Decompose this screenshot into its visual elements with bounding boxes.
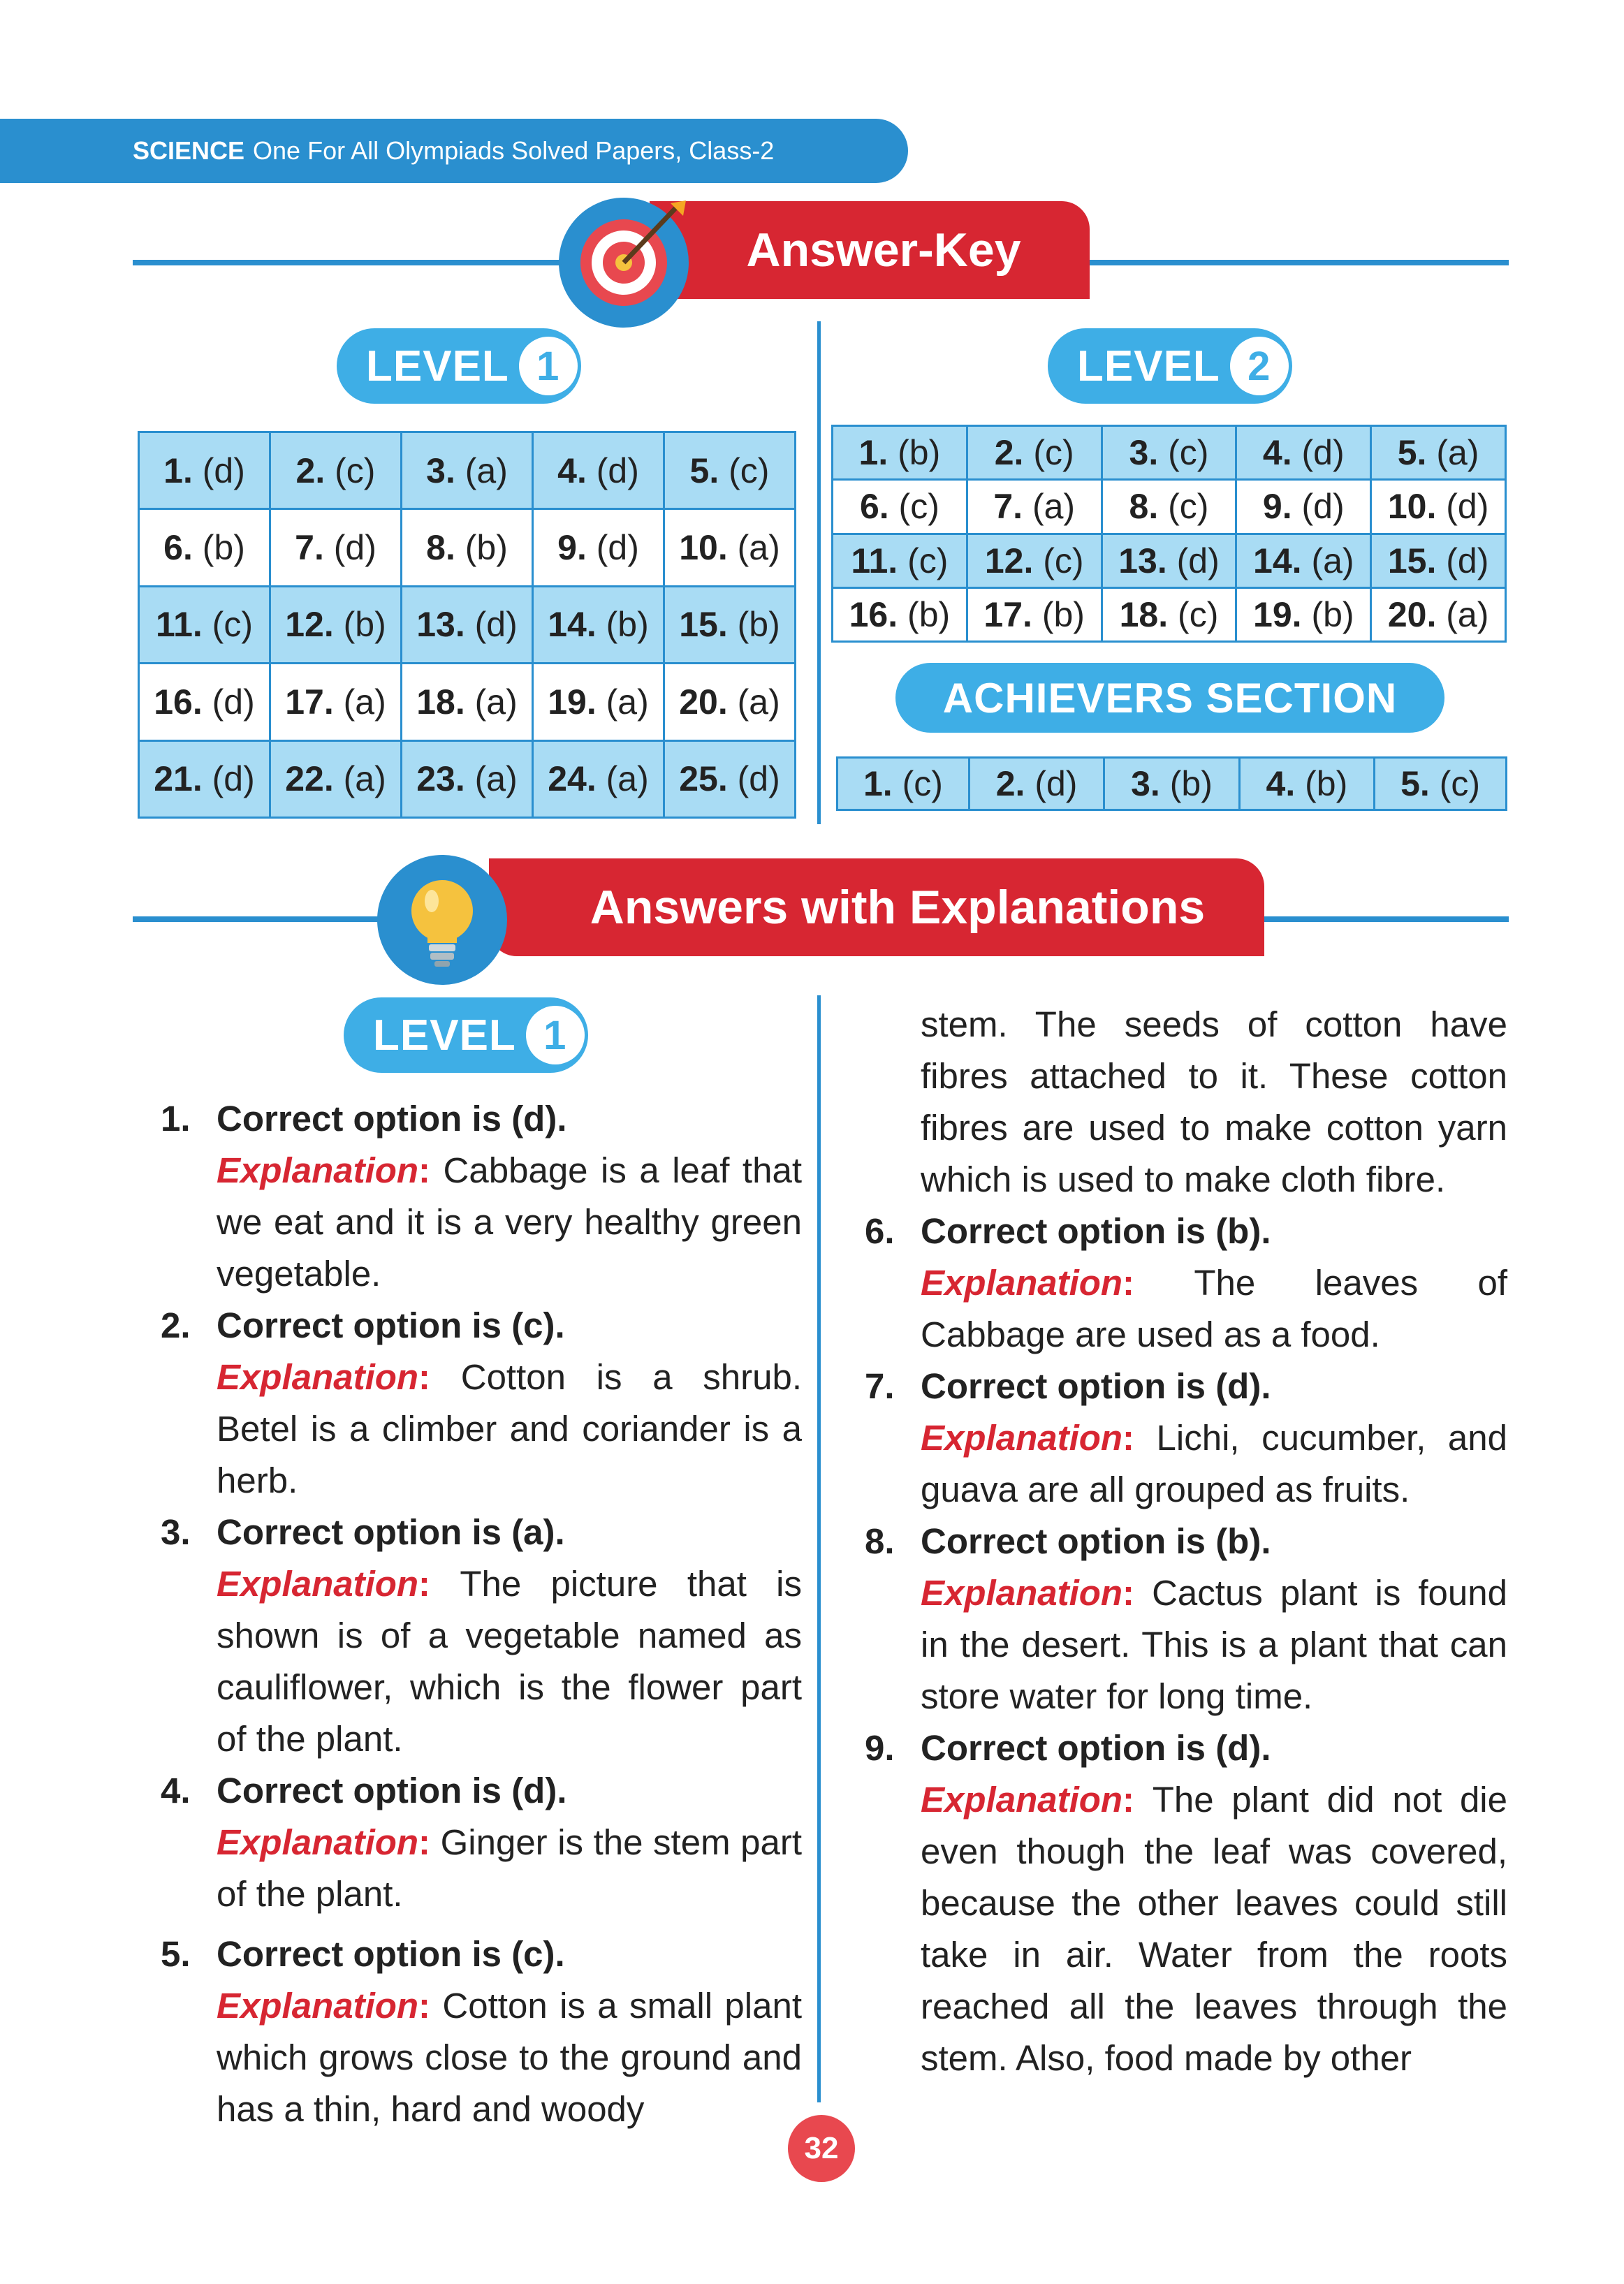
answer-cell: [833, 426, 967, 480]
answer-option: (a): [1032, 487, 1076, 527]
item-number: 8.: [865, 1521, 895, 1561]
question-number: 17.: [285, 682, 334, 722]
answer-option: (a): [737, 682, 780, 722]
answer-option: (d): [1034, 764, 1078, 803]
answer-cell: [1236, 534, 1371, 587]
explanation-label: Explanation: [217, 1150, 419, 1190]
explanation-text: Cactus plant is found in the desert. This is a plant that can store water for long time.: [921, 1573, 1507, 1716]
question-number: 9.: [1262, 487, 1292, 527]
question-number: 10.: [679, 528, 728, 568]
answer-cell: [270, 509, 402, 586]
answer-option: (d): [202, 451, 245, 490]
answer-cell: [1236, 426, 1371, 480]
question-number: 9.: [557, 528, 587, 568]
explanation-item: [161, 1928, 803, 2135]
correct-option-heading: Correct option is (c).: [217, 1934, 565, 1974]
answer-option: (c): [212, 605, 253, 645]
lightbulb-icon: [377, 855, 507, 985]
table-row: [139, 740, 796, 817]
correct-option-heading: Correct option is (d).: [921, 1366, 1271, 1406]
answer-option: (d): [333, 528, 376, 568]
question-number: 20.: [679, 682, 728, 722]
answer-cell: [1102, 426, 1236, 480]
question-number: 19.: [1253, 594, 1302, 634]
explanation-paragraph: Explanation: The leaves of Cabbage are used as a food.: [921, 1263, 1507, 1354]
answer-option: (b): [1041, 594, 1085, 634]
level1-label: LEVEL: [366, 342, 509, 390]
question-number: 5.: [1397, 433, 1427, 473]
explanation-text: Cotton is a small plant which grows close to the ground and has a thin, hard and woody: [217, 1986, 803, 2129]
question-number: 11.: [851, 541, 898, 580]
answer-cell: [833, 534, 967, 587]
answer-cell: [967, 534, 1102, 587]
question-number: 19.: [548, 682, 597, 722]
target-icon: [559, 198, 689, 328]
answer-cell: [533, 664, 664, 740]
answer-cell: [1102, 534, 1236, 587]
question-number: 4.: [1266, 764, 1296, 803]
level2-answer-table: [831, 425, 1507, 643]
explanations-level-number: 1: [526, 1006, 585, 1064]
question-number: 21.: [154, 759, 203, 799]
answer-cell: [402, 740, 533, 817]
question-number: 15.: [679, 605, 728, 645]
correct-option-heading: Correct option is (a).: [217, 1512, 565, 1552]
explanation-text: Ginger is the stem part of the plant.: [217, 1822, 802, 1914]
question-number: 15.: [1387, 541, 1437, 580]
answer-cell: [402, 664, 533, 740]
explanation-paragraph: Explanation: The picture that is shown is of a vegetable named as cauliflower, which is the flower part of the plant.: [217, 1564, 802, 1759]
question-number: 1.: [863, 764, 893, 803]
answer-cell: [967, 587, 1102, 641]
question-number: 14.: [548, 605, 597, 645]
question-number: 18.: [416, 682, 465, 722]
table-row: [139, 509, 796, 586]
question-number: 4.: [1262, 433, 1292, 473]
table-row: [139, 432, 796, 509]
question-number: 4.: [557, 451, 587, 490]
answer-cell: [402, 509, 533, 586]
answer-cell: [139, 740, 270, 817]
answer-cell: [969, 758, 1104, 810]
achievers-title: ACHIEVERS SECTION: [942, 674, 1398, 722]
answer-cell: [664, 432, 796, 509]
explanation-item: [865, 1722, 1507, 2084]
explanations-left-column: [161, 1093, 803, 2135]
explanation-text: Cabbage is a leaf that we eat and it is a very healthy green vegetable.: [217, 1150, 802, 1294]
answer-option: (d): [1176, 541, 1220, 580]
answer-option: (a): [606, 759, 649, 799]
answer-option: (b): [737, 605, 780, 645]
answer-cell: [833, 587, 967, 641]
answer-option: (c): [1439, 764, 1480, 803]
answer-option: (a): [737, 528, 780, 568]
level1-number: 1: [519, 337, 578, 395]
question-number: 14.: [1253, 541, 1302, 580]
question-number: 16.: [849, 594, 898, 634]
item-number: 7.: [865, 1366, 895, 1406]
explanation-text: Cotton is a shrub. Betel is a climber and coriander is a herb.: [217, 1357, 803, 1500]
item-number: 4.: [161, 1771, 191, 1810]
header-tab: [0, 119, 908, 183]
answer-option: (d): [596, 451, 639, 490]
item-number: 3.: [161, 1512, 191, 1552]
answer-option: (c): [1033, 433, 1074, 473]
answer-option: (c): [1168, 487, 1209, 527]
answer-option: (a): [1446, 594, 1489, 634]
answer-cell: [1371, 534, 1506, 587]
answer-cell: [664, 740, 796, 817]
table-row: [139, 586, 796, 663]
achievers-pill: [895, 663, 1444, 733]
answer-cell: [967, 480, 1102, 534]
question-number: 25.: [679, 759, 728, 799]
answer-cell: [1102, 480, 1236, 534]
correct-option-heading: Correct option is (d).: [217, 1771, 567, 1810]
level2-pill: [1048, 328, 1292, 404]
answer-option: (b): [907, 594, 951, 634]
explanation-item: [161, 1507, 802, 1765]
explanation-text: The picture that is shown is of a vegetable named as cauliflower, which is the flower part of the plant.: [217, 1564, 802, 1759]
explanation-label: Explanation: [217, 1564, 419, 1604]
answer-cell: [1236, 480, 1371, 534]
explanations-right-column: [865, 999, 1507, 2084]
answer-option: (a): [1311, 541, 1354, 580]
answer-cell: [837, 758, 970, 810]
question-number: 7.: [993, 487, 1023, 527]
explanation-text: The plant did not die even though the leaf was covered, because the other leaves could still take in air. Water from the roots reached all the leaves through the stem. Also, food made by other: [921, 1780, 1507, 2078]
correct-option-heading: Correct option is (b).: [921, 1521, 1271, 1561]
explanation-text: Lichi, cucumber, and guava are all grouped as fruits.: [921, 1418, 1507, 1509]
achievers-answer-table: [836, 756, 1507, 811]
answer-key-banner: [650, 201, 1090, 299]
explanations-level-label: LEVEL: [373, 1011, 516, 1060]
question-number: 5.: [1400, 764, 1430, 803]
answer-cell: [139, 664, 270, 740]
header-title: One For All Olympiads Solved Papers, Class-2: [253, 136, 775, 165]
answer-option: (b): [1311, 594, 1354, 634]
answer-option: (b): [1305, 764, 1348, 803]
question-number: 6.: [859, 487, 889, 527]
item-number: 2.: [161, 1305, 191, 1345]
question-number: 18.: [1119, 594, 1169, 634]
question-number: 6.: [163, 528, 193, 568]
question-number: 17.: [983, 594, 1032, 634]
answer-cell: [664, 509, 796, 586]
question-number: 10.: [1387, 487, 1437, 527]
answer-cell: [1102, 587, 1236, 641]
answer-option: (d): [212, 682, 255, 722]
table-row: [833, 426, 1506, 480]
question-number: 8.: [1129, 487, 1159, 527]
answer-cell: [1371, 587, 1506, 641]
answer-option: (d): [1446, 487, 1489, 527]
answer-cell: [270, 586, 402, 663]
column-divider-top: [817, 321, 821, 824]
question-number: 2.: [994, 433, 1024, 473]
question-number: 12.: [285, 605, 334, 645]
answer-cell: [1104, 758, 1239, 810]
explanation-item: [865, 1361, 1507, 1516]
answer-cell: [270, 664, 402, 740]
answer-option: (b): [343, 605, 386, 645]
table-row: [833, 534, 1506, 587]
explanation-item: [161, 1765, 802, 1920]
explanation-paragraph: Explanation: Cactus plant is found in the desert. This is a plant that can store water for long time.: [921, 1573, 1507, 1716]
question-number: 1.: [858, 433, 888, 473]
explanation-label: Explanation: [921, 1263, 1123, 1303]
answer-cell: [1239, 758, 1374, 810]
answer-cell: [1371, 426, 1506, 480]
explanation-item: [865, 1206, 1507, 1361]
table-row: [833, 587, 1506, 641]
answer-option: (c): [335, 451, 376, 490]
correct-option-heading: Correct option is (b).: [921, 1211, 1271, 1251]
level2-number: 2: [1230, 337, 1289, 395]
explanation-label: Explanation: [217, 1357, 419, 1397]
answer-option: (a): [343, 682, 386, 722]
answer-cell: [139, 586, 270, 663]
explanation-paragraph: Explanation: Cabbage is a leaf that we eat and it is a very healthy green vegetable.: [217, 1150, 802, 1294]
explanation-text: The leaves of Cabbage are used as a food.: [921, 1263, 1507, 1354]
question-number: 5.: [689, 451, 719, 490]
question-number: 3.: [1131, 764, 1160, 803]
page-number: 32: [788, 2115, 855, 2182]
item-number: 9.: [865, 1728, 895, 1768]
answer-cell: [533, 432, 664, 509]
question-number: 13.: [1118, 541, 1167, 580]
answer-cell: [402, 432, 533, 509]
level2-label: LEVEL: [1077, 342, 1220, 390]
explanations-level-pill: [344, 997, 588, 1073]
question-number: 16.: [154, 682, 203, 722]
level1-pill: [337, 328, 581, 404]
answer-option: (d): [212, 759, 255, 799]
answer-option: (a): [343, 759, 386, 799]
question-number: 11.: [156, 605, 203, 645]
answer-key-title: Answer-Key: [746, 224, 1021, 277]
answer-option: (a): [1436, 433, 1479, 473]
answer-cell: [270, 740, 402, 817]
answer-option: (a): [474, 682, 518, 722]
answer-option: (d): [474, 605, 518, 645]
answer-option: (d): [737, 759, 780, 799]
question-number: 23.: [416, 759, 465, 799]
correct-option-heading: Correct option is (d).: [217, 1099, 567, 1139]
answer-cell: [139, 509, 270, 586]
question-number: 20.: [1387, 594, 1437, 634]
correct-option-heading: Correct option is (d).: [921, 1728, 1271, 1768]
answer-cell: [833, 480, 967, 534]
column-divider-bottom: [817, 995, 821, 2102]
question-number: 22.: [285, 759, 334, 799]
answer-cell: [533, 740, 664, 817]
explanation-paragraph: Explanation: The plant did not die even though the leaf was covered, because the other leaves could still take in air. Water from the roots reached all the leaves through the stem. Also, food made by other: [921, 1780, 1507, 2078]
explanations-banner: [489, 858, 1264, 956]
answer-cell: [664, 586, 796, 663]
answer-option: (a): [474, 759, 518, 799]
answer-cell: [270, 432, 402, 509]
explanation-label: Explanation: [921, 1573, 1123, 1613]
question-number: 7.: [295, 528, 324, 568]
table-row: [833, 480, 1506, 534]
correct-option-heading: Correct option is (c).: [217, 1305, 565, 1345]
question-number: 3.: [426, 451, 455, 490]
explanation-label: Explanation: [217, 1986, 419, 2026]
continuation-text: stem. The seeds of cotton have fibres attached to it. These cotton fibres are used to make cotton yarn which is used to make cloth fibre.: [921, 1004, 1507, 1199]
explanation-label: Explanation: [921, 1780, 1123, 1820]
item-number: 1.: [161, 1099, 191, 1139]
explanation-paragraph: Explanation: Ginger is the stem part of the plant.: [217, 1822, 802, 1914]
explanation-label: Explanation: [217, 1822, 419, 1862]
answer-option: (c): [898, 487, 939, 527]
answer-cell: [402, 586, 533, 663]
explanations-title: Answers with Explanations: [590, 881, 1206, 934]
header-subject: SCIENCE: [133, 136, 245, 165]
question-number: 1.: [163, 451, 193, 490]
question-number: 3.: [1129, 433, 1159, 473]
answer-cell: [533, 509, 664, 586]
answer-cell: [1371, 480, 1506, 534]
item-number: 5.: [161, 1934, 191, 1974]
answer-option: (b): [606, 605, 649, 645]
answer-option: (b): [898, 433, 941, 473]
explanation-paragraph: Explanation: Lichi, cucumber, and guava are all grouped as fruits.: [921, 1418, 1507, 1509]
answer-cell: [1236, 587, 1371, 641]
question-number: 2.: [995, 764, 1025, 803]
answer-option: (c): [902, 764, 943, 803]
answer-cell: [967, 426, 1102, 480]
answer-cell: [1375, 758, 1507, 810]
answer-option: (d): [596, 528, 639, 568]
answer-option: (d): [1446, 541, 1489, 580]
question-number: 8.: [426, 528, 455, 568]
table-row: [837, 758, 1507, 810]
table-row: [139, 664, 796, 740]
answer-cell: [139, 432, 270, 509]
explanation-item: [161, 1300, 803, 1507]
answer-option: (d): [1301, 487, 1345, 527]
answer-option: (b): [202, 528, 245, 568]
answer-option: (c): [1178, 594, 1219, 634]
explanation-paragraph: Explanation: Cotton is a small plant which grows close to the ground and has a thin, hard and woody: [217, 1986, 803, 2129]
answer-cell: [664, 664, 796, 740]
item-number: 6.: [865, 1211, 895, 1251]
answer-option: (c): [729, 451, 770, 490]
answer-option: (c): [1168, 433, 1209, 473]
explanation-item: [161, 1093, 802, 1300]
question-number: 2.: [295, 451, 325, 490]
explanation-item: [865, 1516, 1507, 1722]
answer-option: (c): [907, 541, 949, 580]
question-number: 13.: [416, 605, 465, 645]
explanation-paragraph: Explanation: Cotton is a shrub. Betel is a climber and coriander is a herb.: [217, 1357, 803, 1500]
answer-option: (b): [464, 528, 508, 568]
explanation-label: Explanation: [921, 1418, 1123, 1458]
question-number: 12.: [984, 541, 1034, 580]
answer-option: (a): [606, 682, 649, 722]
answer-option: (b): [1169, 764, 1213, 803]
answer-option: (c): [1043, 541, 1084, 580]
question-number: 24.: [548, 759, 597, 799]
level1-answer-table: [138, 431, 796, 819]
answer-option: (a): [464, 451, 508, 490]
answer-cell: [533, 586, 664, 663]
answer-option: (d): [1301, 433, 1345, 473]
